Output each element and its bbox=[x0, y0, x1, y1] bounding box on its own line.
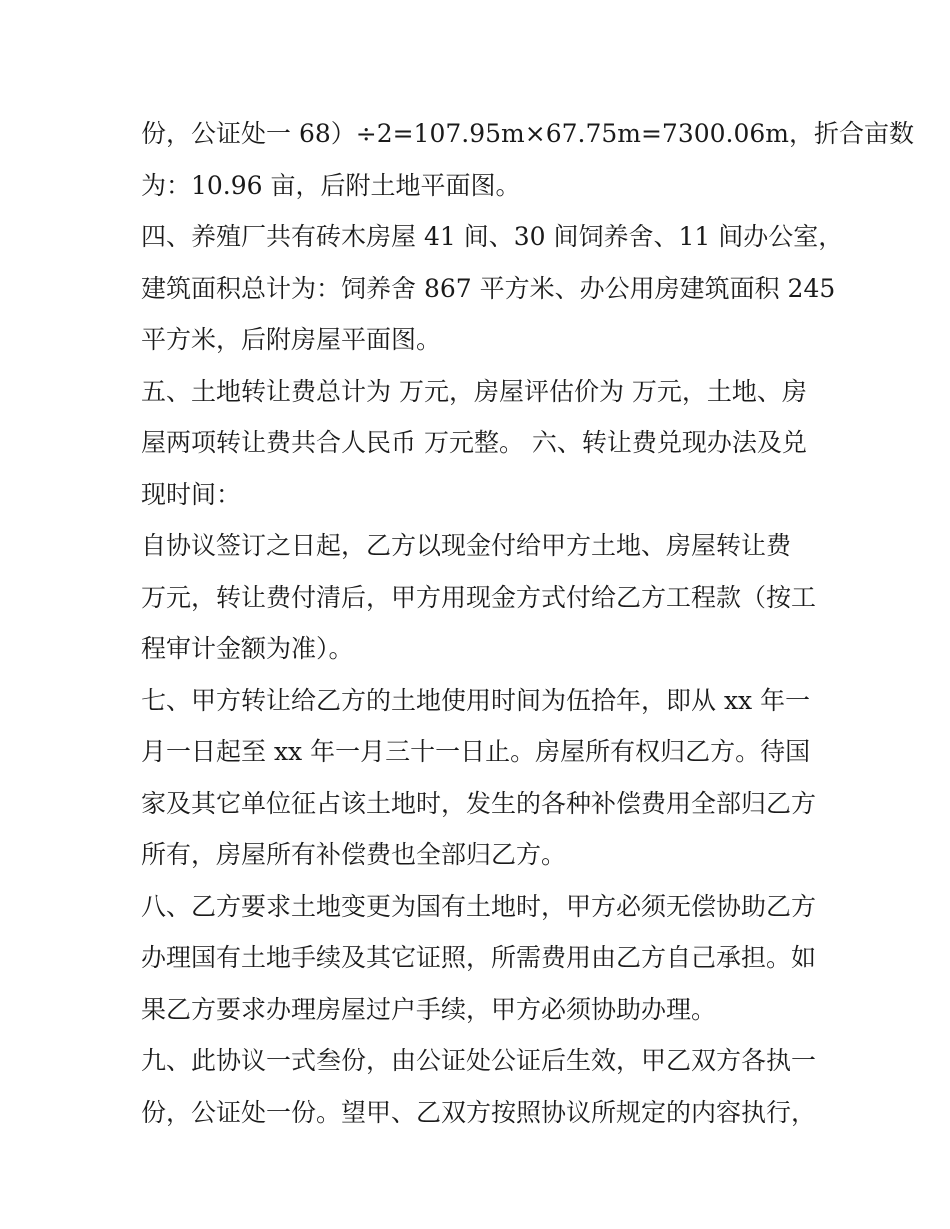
text-line: 五、土地转让费总计为 万元，房屋评估价为 万元，土地、房 bbox=[141, 376, 807, 406]
text-line: 自协议签订之日起，乙方以现金付给甲方土地、房屋转让费 bbox=[141, 531, 792, 560]
text-line: 现时间： bbox=[141, 479, 242, 509]
text-line: 月一日起至 xx 年一月三十一日止。房屋所有权归乙方。待国 bbox=[141, 737, 811, 766]
text-line: 平方米，后附房屋平面图。 bbox=[141, 325, 442, 354]
text-line: 七、甲方转让给乙方的土地使用时间为伍拾年，即从 xx 年一 bbox=[141, 685, 811, 715]
text-line: 份，公证处一份。望甲、乙双方按照协议所规定的内容执行， bbox=[141, 1097, 817, 1127]
text-line: 所有，房屋所有补偿费也全部归乙方。 bbox=[141, 840, 567, 869]
text-line: 为：10.96 亩，后附土地平面图。 bbox=[141, 170, 521, 200]
text-line: 办理国有土地手续及其它证照，所需费用由乙方自己承担。如 bbox=[141, 943, 817, 972]
text-line: 四、养殖厂共有砖木房屋 41 间、30 间饲养舍、11 间办公室， bbox=[141, 222, 844, 251]
text-line: 八、乙方要求土地变更为国有土地时，甲方必须无偿协助乙方 bbox=[141, 891, 817, 921]
text-line: 份，公证处一 68）÷2=107.95m×67.75m=7300.06m，折合亩数 bbox=[141, 119, 914, 148]
text-line: 程审计金额为准）。 bbox=[141, 634, 354, 663]
document-body bbox=[141, 108, 914, 1138]
text-line: 果乙方要求办理房屋过户手续，甲方必须协助办理。 bbox=[141, 994, 717, 1024]
text-line: 屋两项转让费共合人民币 万元整。 六、转让费兑现办法及兑 bbox=[141, 428, 807, 457]
text-line: 家及其它单位征占该土地时，发生的各种补偿费用全部归乙方 bbox=[141, 788, 817, 818]
text-line: 九、此协议一式叁份，由公证处公证后生效，甲乙双方各执一 bbox=[141, 1046, 817, 1075]
text-line: 建筑面积总计为：饲养舍 867 平方米、办公用房建筑面积 245 bbox=[141, 273, 836, 303]
text-line: 万元，转让费付清后，甲方用现金方式付给乙方工程款（按工 bbox=[141, 582, 817, 612]
